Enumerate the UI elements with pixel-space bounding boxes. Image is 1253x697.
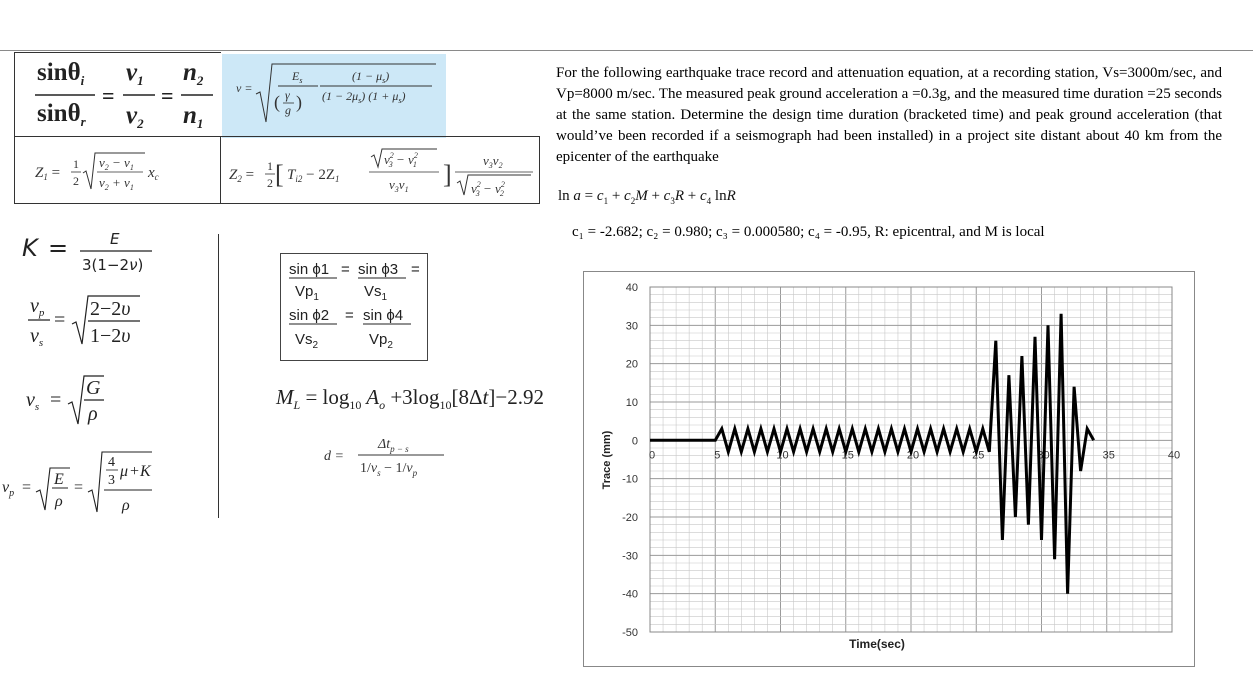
svg-text:v2 + v1: $v_2 + v_1$ <box>99 175 134 192</box>
formula-z2-cell <box>220 136 540 204</box>
formula-vs-cell <box>222 54 446 138</box>
formula-z1 <box>15 137 221 203</box>
svg-text:v2: $v_2$ <box>126 102 144 131</box>
svg-text:ML = log10 Ao +3log10[8Δt]−2.9: $M_L = \log_{10} A_o +3\log_{10}[8\Delta t]-2.92$ <box>276 385 544 412</box>
svg-text:sin ϕ2: sin ϕ2 <box>289 307 330 324</box>
svg-text:G: G <box>86 377 101 399</box>
formula-surface-velocity <box>222 54 446 138</box>
y-tick-label: -50 <box>622 627 638 639</box>
y-tick-label: 40 <box>625 282 638 294</box>
svg-text:+: + <box>130 463 140 480</box>
svg-text:2: 2 <box>267 176 273 190</box>
svg-text:v2 − v1: $v_2 - v_1$ <box>99 155 134 172</box>
svg-text:=: = <box>74 479 84 496</box>
formula-distance <box>322 432 462 482</box>
x-tick-label: 5 <box>714 449 721 462</box>
svg-text:1−2υ: 1−2υ <box>90 325 131 347</box>
svg-text:=: = <box>341 261 350 278</box>
svg-text:vs: $v_s$ <box>26 389 40 413</box>
formula-snell-refraction <box>281 254 427 360</box>
y-tick-labels <box>622 282 638 639</box>
formula-local-magnitude <box>274 380 564 414</box>
formula-z2 <box>221 137 539 203</box>
svg-text:[: [ <box>275 160 284 189</box>
x-tick-label: 20 <box>906 449 920 462</box>
svg-text:n2: $n_2$ <box>183 59 204 88</box>
y-tick-label: 0 <box>631 435 638 448</box>
svg-text:ln a = c1 + c2M + c3R + c4 lnR: $\ln a = c_1 + c_2M + c_3R + c_4$ lnR <box>558 188 736 206</box>
problem-text: For the following earthquake trace record and attenuation equation, at a recording station, Vs=3000m/sec, and Vp=8000 m/sec. The measured peak ground acceleration a =0.3g, and the measured time duration =25 seconds at the same station. Determine the design time duration (bracketed time) and peak ground acceleration (that would’ve been recorded if a seismograph had been installed) in a project site distant about 40 km from the epicenter of the earthquake <box>556 65 1222 165</box>
svg-text:]: ] <box>443 160 452 189</box>
problem-statement <box>556 63 1222 168</box>
y-tick-label: 20 <box>625 358 638 371</box>
top-divider <box>0 50 1253 51</box>
svg-text:v3v1: $v_3v_1$ <box>389 177 409 194</box>
svg-text:sinθi: sinθ$_i$ <box>37 59 85 88</box>
svg-text:=: = <box>48 234 69 262</box>
y-tick-label: -20 <box>622 512 638 524</box>
coefficients-line: c₁ = -2.682; c₂ = 0.980; c₃ = 0.000580; c₄ = -0.95, R: epicentral, and M is local <box>572 224 1045 240</box>
svg-text:v1: $v_1$ <box>126 59 144 88</box>
svg-text:Vp1: $Vp_1$ <box>295 283 319 303</box>
svg-text:K: K <box>140 463 151 480</box>
svg-text:1: 1 <box>73 157 79 171</box>
y-tick-label: -40 <box>622 588 638 601</box>
svg-text:): ) <box>296 92 302 112</box>
svg-text:Vs1: $Vs_1$ <box>364 283 388 303</box>
x-tick-label: 15 <box>841 449 854 462</box>
y-tick-label: 30 <box>625 320 638 333</box>
x-tick-label: 40 <box>1167 449 1181 462</box>
attenuation-equation <box>556 182 796 208</box>
svg-text:=: = <box>22 479 32 496</box>
svg-text:=: = <box>50 389 62 411</box>
svg-text:E: E <box>110 230 120 248</box>
formula-vp <box>0 448 160 518</box>
svg-text:1: 1 <box>267 159 273 173</box>
trace-chart-frame <box>583 271 1195 667</box>
svg-text:v23 − v22: $v^2$ $3 - v^2$ 2 <box>471 180 505 198</box>
x-tick-label: 25 <box>972 449 985 462</box>
svg-text:sinθr: sinθ$_r$ <box>37 100 86 129</box>
svg-text:(1 − 2μs) (1 + μs): $(1 - 2\mu_s)$ $(1 + \mu_s)$ <box>322 89 406 105</box>
svg-text:Ti2 − 2Z1: $T_{i2} - 2Z_1$ <box>287 167 340 184</box>
svg-text:Z1 =: $Z_1$ = <box>35 165 61 182</box>
svg-text:(1 − μs): $(1 - \mu_s)$ <box>352 69 390 85</box>
svg-text:v3v2: $v_3v_2$ <box>483 153 503 170</box>
svg-text:ρ: ρ <box>122 497 130 514</box>
formula-table <box>14 52 540 204</box>
svg-text:K: K <box>22 234 38 262</box>
x-tick-label: 10 <box>776 449 789 462</box>
formula-snell <box>15 53 221 137</box>
svg-text:g: g <box>285 103 291 117</box>
svg-text:2: 2 <box>73 174 79 188</box>
svg-text:=: = <box>54 309 66 331</box>
svg-text:vp: $v_p$ <box>30 295 45 319</box>
svg-text:4: 4 <box>108 455 115 470</box>
x-tick-label: 0 <box>648 449 656 462</box>
svg-text:n1: $n_1$ <box>183 102 204 131</box>
svg-text:3: 3 <box>108 473 115 488</box>
formula-snell-cell <box>14 52 221 137</box>
svg-text:μ: μ <box>120 463 129 480</box>
y-tick-label: -30 <box>622 550 638 563</box>
svg-text:vp: $v_p$ <box>2 479 15 499</box>
svg-text:=: = <box>411 261 420 278</box>
svg-text:sin ϕ1: sin ϕ1 <box>289 261 330 278</box>
svg-text:3(1−2ν): 3(1−2ν) <box>82 256 144 274</box>
svg-text:d =: d = <box>324 449 344 464</box>
formula-snell-refraction-box <box>280 253 428 361</box>
svg-text:Vp2: $Vp_2$ <box>369 331 393 351</box>
svg-text:vs: $v_s$ <box>30 325 44 349</box>
svg-text:v =: v = <box>236 81 253 95</box>
formula-z1-cell <box>14 136 221 204</box>
svg-text:γ: γ <box>285 88 290 102</box>
x-tick-label: 30 <box>1037 449 1050 462</box>
x-tick-label: 35 <box>1102 449 1115 462</box>
vertical-divider <box>218 234 219 518</box>
svg-text:E: E <box>54 471 64 488</box>
y-tick-label: 10 <box>625 397 638 409</box>
svg-text:2−2υ: 2−2υ <box>90 298 131 320</box>
formula-vp-vs-ratio <box>22 290 162 350</box>
svg-text:xc: $x_c$ <box>148 165 159 182</box>
y-axis-label: Trace (mm) <box>601 430 613 490</box>
svg-text:Vs2: $Vs_2$ <box>295 331 319 351</box>
svg-text:sin ϕ3: sin ϕ3 <box>358 261 399 278</box>
formula-vs <box>22 372 132 428</box>
svg-text:=: = <box>345 307 354 324</box>
svg-text:Δtp − s: $\Delta t_{p - s}$ <box>378 437 409 454</box>
y-tick-label: -10 <box>622 473 638 486</box>
svg-text:ρ: ρ <box>55 493 63 510</box>
svg-text:Z2 =: $Z_2$ = <box>229 167 255 184</box>
svg-text:(: ( <box>274 92 280 112</box>
svg-text:ρ: ρ <box>88 403 98 425</box>
svg-text:1/vs − 1/vp: $1/v_s - 1/v_p$ <box>360 461 418 478</box>
svg-text:=: = <box>102 83 115 108</box>
svg-text:sin ϕ4: sin ϕ4 <box>363 307 404 324</box>
trace-chart <box>584 272 1194 666</box>
x-axis-label: Time(sec) <box>849 637 905 651</box>
svg-text:Es: $E_s$ <box>292 69 303 85</box>
svg-text:v23 − v21: $v^2$ $3 - v^2$ 1 <box>384 151 418 169</box>
svg-text:=: = <box>161 83 174 108</box>
formula-bulk-modulus <box>14 224 184 274</box>
